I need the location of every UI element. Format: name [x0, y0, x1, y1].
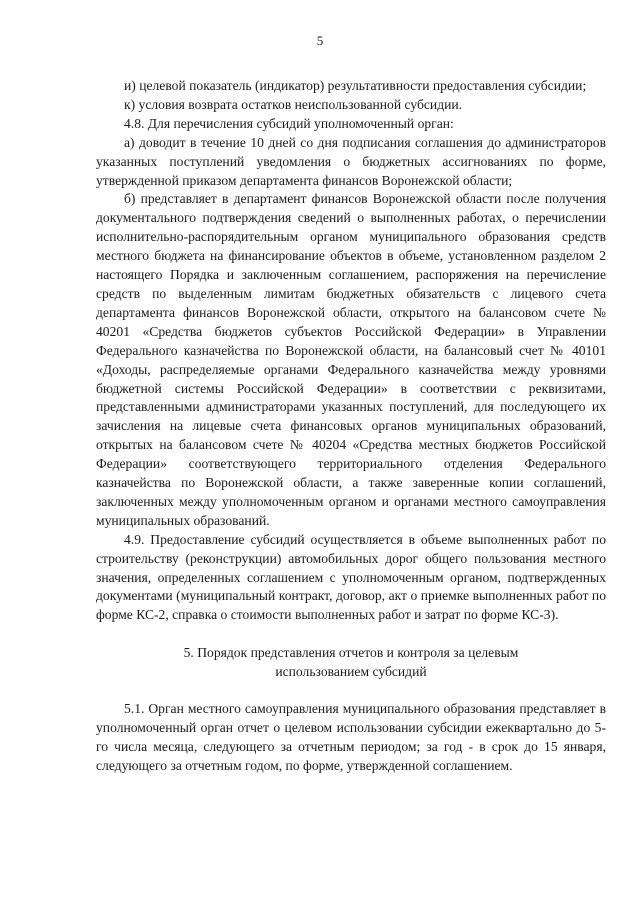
section-heading-line-1: 5. Порядок представления отчетов и контроля за целевым — [183, 645, 519, 661]
paragraph-5-1: 5.1. Орган местного самоуправления муниципального образования представляет в уполномоченный орган отчет о целевом использовании субсидии ежеквартально до 5-го числа месяца, следующего за отчетным периодом; за год - в срок до 15 января, следующего за отчетным годом, по форме, утвержденной соглашением. — [96, 701, 606, 773]
paragraph-4-8-a: а) доводит в течение 10 дней со дня подписания соглашения до администраторов указанных поступлений уведомления о бюджетных ассигнованиях по форме, утвержденной приказом департамента финансов Воронежской области; — [96, 134, 606, 188]
paragraph-4-9: 4.9. Предоставление субсидий осуществляется в объеме выполненных работ по строительству (реконструкции) автомобильных дорог общего пользования местного значения, определенных соглашением с уполномоченным органом, подтвержденных документами (муниципальный контракт, договор, акт о приемке выполненных работ по форме КС-2, справка о стоимости выполненных работ и затрат по форме КС-3). — [96, 531, 606, 623]
page-number: 5 — [316, 33, 324, 48]
document-body — [96, 77, 606, 776]
paragraph-4-8: 4.8. Для перечисления субсидий уполномоченный орган: — [124, 115, 454, 131]
section-5-heading — [96, 643, 606, 681]
paragraph-item-i: и) целевой показатель (индикатор) результативности предоставления субсидии; — [124, 78, 587, 93]
paragraph-item-k: к) условия возврата остатков неиспользованной субсидии. — [124, 96, 463, 112]
paragraph-4-8-b: б) представляет в департамент финансов Воронежской области после получения документального подтверждения сведений о выполненных работах, о перечислении исполнительно-распорядительным органом муниципального образования средств местного бюджета на финансирование объектов в объеме, установленном разделом 2 настоящего Порядка и заключенным соглашением, распоряжения на перечисление средств по выделенным лимитам бюджетных обязательств с лицевого счета департамента финансов Воронежской области, открытого на балансовом счете № 40201 «Средства бюджетов субъектов Российской Федерации» в Управлении Федерального казначейства по Воронежской области, на балансовый счет № 40101 «Доходы, распределяемые органами Федерального казначейства между уровнями бюджетной системы Российской Федерации» в соответствии с реквизитами, представленными администраторами указанных поступлений, для последующего их зачисления на лицевые счета финансовых органов муниципальных образований, открытых на балансовом счете № 40204 «Средства местных бюджетов Российской Федерации» соответствующего территориального отделения Федерального казначейства по Воронежской области, а также заверенные копии соглашений, заключенных между уполномоченным органом и органами местного самоуправления муниципальных образований. — [96, 191, 606, 528]
section-heading-line-2: использованием субсидий — [275, 664, 427, 680]
